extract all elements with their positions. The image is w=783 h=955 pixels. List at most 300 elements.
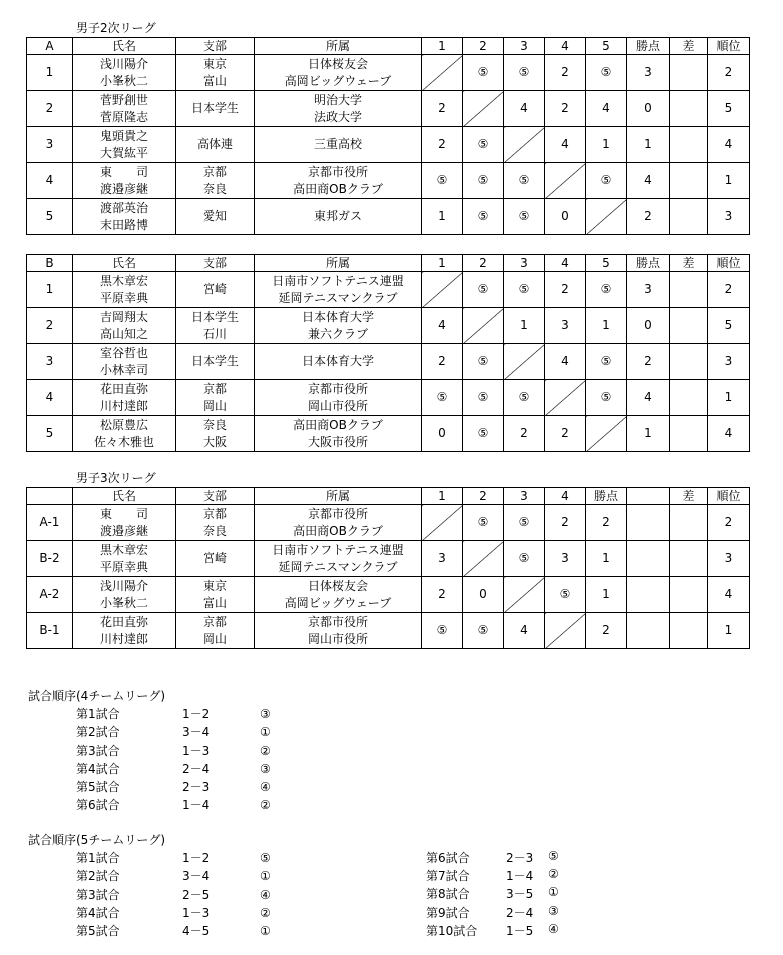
player-name-1: 鬼頭貴之 xyxy=(99,128,148,143)
player-name-1: 松原豊広 xyxy=(99,417,148,432)
match-label: 第3試合 xyxy=(76,887,120,902)
table-row xyxy=(27,308,750,344)
branch-1: 奈良 xyxy=(202,417,227,432)
branch-1: 東京 xyxy=(202,56,227,71)
match-court: ④ xyxy=(260,779,271,794)
col-branch: 支部 xyxy=(176,38,255,55)
league2-group-b-table xyxy=(26,254,750,452)
match-pair: 2－3 xyxy=(506,851,534,865)
col-name: 氏名 xyxy=(73,255,176,272)
match-pair: 4－5 xyxy=(182,923,210,938)
match-pair: 1－4 xyxy=(182,798,210,813)
player-names xyxy=(73,380,176,416)
player-name-2: 菅原隆志 xyxy=(99,109,148,124)
table-row xyxy=(27,163,750,199)
player-name-1: 室谷哲也 xyxy=(99,345,148,360)
match-result: 4 xyxy=(545,127,586,163)
table-header-row xyxy=(27,488,750,505)
table-row xyxy=(27,380,750,416)
diagonal-cell xyxy=(463,91,504,127)
match-result: ⑤ xyxy=(545,577,586,613)
match-court: ① xyxy=(260,725,271,740)
match-label: 第8試合 xyxy=(426,887,470,902)
match-court: ② xyxy=(260,798,271,813)
match-court: ③ xyxy=(548,903,559,918)
player-name-2: 平原幸典 xyxy=(99,559,148,574)
rank: 4 xyxy=(708,577,750,613)
match-label: 第2試合 xyxy=(76,869,120,884)
branch xyxy=(176,505,255,541)
branch-1: 京都 xyxy=(202,381,227,396)
row-number: B-1 xyxy=(27,613,73,649)
branch xyxy=(176,163,255,199)
list-item xyxy=(28,760,271,778)
points: 3 xyxy=(627,272,670,308)
table-row xyxy=(27,91,750,127)
match-result: 0 xyxy=(422,416,463,452)
match-result: ⑤ xyxy=(463,380,504,416)
affiliation-1: 京都市役所 xyxy=(307,164,368,179)
diagonal-cell xyxy=(586,416,627,452)
affiliation xyxy=(255,380,422,416)
branch-1: 愛知 xyxy=(202,209,227,223)
player-names xyxy=(73,199,176,235)
table-row xyxy=(27,344,750,380)
match-label: 第10試合 xyxy=(426,923,478,938)
match-label: 第1試合 xyxy=(76,851,120,866)
match-result: ⑤ xyxy=(504,380,545,416)
row-number: 1 xyxy=(27,272,73,308)
col-match-2: 2 xyxy=(463,38,504,55)
match-court: ④ xyxy=(260,887,271,902)
blank-cell xyxy=(627,505,670,541)
branch xyxy=(176,380,255,416)
player-name-2: 佐々木雅也 xyxy=(93,434,154,449)
match-result: ⑤ xyxy=(586,344,627,380)
match-result: 0 xyxy=(545,199,586,235)
branch xyxy=(176,344,255,380)
match-result: 4 xyxy=(504,613,545,649)
player-name-1: 吉岡翔太 xyxy=(99,309,148,324)
branch xyxy=(176,308,255,344)
match-result: ⑤ xyxy=(422,613,463,649)
affiliation xyxy=(255,613,422,649)
player-name-2: 小峯秋二 xyxy=(99,595,148,610)
points: 1 xyxy=(627,127,670,163)
points: 2 xyxy=(586,505,627,541)
col-points: 勝点 xyxy=(627,38,670,55)
branch-2: 大阪 xyxy=(202,434,227,449)
match-result: ⑤ xyxy=(463,163,504,199)
diagonal-cell xyxy=(545,613,586,649)
affiliation xyxy=(255,344,422,380)
affiliation-2: 延岡テニスマンクラブ xyxy=(278,559,398,574)
affiliation-2: 法政大学 xyxy=(313,109,362,124)
match-result: 2 xyxy=(545,91,586,127)
row-number: 2 xyxy=(27,91,73,127)
branch-2: 奈良 xyxy=(202,181,227,196)
rank: 3 xyxy=(708,199,750,235)
match-result: 3 xyxy=(422,541,463,577)
affiliation-1: 京都市役所 xyxy=(307,614,368,629)
branch-1: 京都 xyxy=(202,506,227,521)
match-result: 3 xyxy=(545,541,586,577)
diagonal-cell xyxy=(545,380,586,416)
points: 0 xyxy=(627,308,670,344)
match-result: ⑤ xyxy=(463,55,504,91)
match-result: ⑤ xyxy=(504,541,545,577)
col-affiliation: 所属 xyxy=(255,38,422,55)
affiliation-2: 大阪市役所 xyxy=(307,434,368,449)
match-label: 第6試合 xyxy=(426,851,470,865)
match-pair: 1－4 xyxy=(506,869,534,884)
affiliation-2: 兼六クラブ xyxy=(307,326,368,341)
rank: 4 xyxy=(708,416,750,452)
diff xyxy=(670,163,708,199)
points: 2 xyxy=(586,613,627,649)
match-result: 2 xyxy=(545,416,586,452)
affiliation-1: 日本体育大学 xyxy=(301,309,374,324)
player-name-2: 川村達郎 xyxy=(99,631,148,646)
diff xyxy=(670,541,708,577)
match-result: 2 xyxy=(545,505,586,541)
match-court: ① xyxy=(548,885,559,900)
group-label: B xyxy=(27,255,73,272)
points: 1 xyxy=(586,577,627,613)
col-affiliation: 所属 xyxy=(255,255,422,272)
match-court: ① xyxy=(260,923,271,938)
match-result: ⑤ xyxy=(463,344,504,380)
match-pair: 1－3 xyxy=(182,743,210,758)
col-diff: 差 xyxy=(670,38,708,55)
rank: 2 xyxy=(708,505,750,541)
match-result: 2 xyxy=(545,272,586,308)
match-result: 4 xyxy=(545,344,586,380)
rank: 4 xyxy=(708,127,750,163)
points: 3 xyxy=(627,55,670,91)
match-result: ⑤ xyxy=(463,272,504,308)
table-row xyxy=(27,55,750,91)
list-item xyxy=(28,705,271,723)
diagonal-cell xyxy=(504,577,545,613)
col-rank: 順位 xyxy=(708,38,750,55)
row-number: 5 xyxy=(27,416,73,452)
branch-2: 石川 xyxy=(202,326,227,341)
branch-1: 日本学生 xyxy=(190,309,239,324)
match-result: 0 xyxy=(463,577,504,613)
match-result: 1 xyxy=(504,308,545,344)
rank: 3 xyxy=(708,541,750,577)
match-result: ⑤ xyxy=(586,380,627,416)
match-result: ⑤ xyxy=(586,55,627,91)
affiliation xyxy=(255,272,422,308)
table-row xyxy=(27,199,750,235)
player-name-1: 渡部英治 xyxy=(99,200,148,215)
list-item xyxy=(426,867,626,885)
group-label: A xyxy=(27,38,73,55)
match-result: 3 xyxy=(545,308,586,344)
match-court: ② xyxy=(260,905,271,920)
match-result: ⑤ xyxy=(586,163,627,199)
player-names xyxy=(73,55,176,91)
list-item xyxy=(28,742,271,760)
col-match-4: 4 xyxy=(545,38,586,55)
list-item xyxy=(426,922,626,940)
diff xyxy=(670,91,708,127)
list-item xyxy=(426,849,626,867)
col-match-2: 2 xyxy=(463,255,504,272)
col-points: 勝点 xyxy=(586,488,627,505)
list-item xyxy=(28,867,271,885)
player-name-1: 黒木章宏 xyxy=(99,273,148,288)
player-names xyxy=(73,127,176,163)
diff xyxy=(670,505,708,541)
affiliation-1: 日体桜友会 xyxy=(307,578,368,593)
match-court: ④ xyxy=(548,921,559,936)
match-result: 4 xyxy=(422,308,463,344)
branch-2: 富山 xyxy=(202,595,227,610)
player-name-2: 末田路博 xyxy=(99,217,148,232)
match-pair: 2－5 xyxy=(182,887,210,902)
match-order-4-list xyxy=(28,705,271,814)
match-result: 2 xyxy=(422,577,463,613)
affiliation xyxy=(255,505,422,541)
match-result: 1 xyxy=(422,199,463,235)
blank-cell xyxy=(627,541,670,577)
diagonal-cell xyxy=(422,272,463,308)
points: 1 xyxy=(627,416,670,452)
row-number: 2 xyxy=(27,308,73,344)
player-names xyxy=(73,272,176,308)
player-name-2: 小峯秋二 xyxy=(99,73,148,88)
match-result: ⑤ xyxy=(504,55,545,91)
branch-2: 奈良 xyxy=(202,523,227,538)
affiliation xyxy=(255,577,422,613)
col-match-3: 3 xyxy=(504,488,545,505)
row-number: 3 xyxy=(27,127,73,163)
col-points: 勝点 xyxy=(627,255,670,272)
player-name-2: 平原幸典 xyxy=(99,290,148,305)
match-pair: 3－4 xyxy=(182,725,210,740)
branch-1: 宮崎 xyxy=(202,551,227,565)
diff xyxy=(670,416,708,452)
match-order-5 xyxy=(28,831,271,940)
diff xyxy=(670,308,708,344)
points: 4 xyxy=(627,380,670,416)
match-label: 第9試合 xyxy=(426,905,470,920)
branch-1: 日本学生 xyxy=(190,101,239,115)
table-row xyxy=(27,613,750,649)
player-names xyxy=(73,577,176,613)
col-diff: 差 xyxy=(670,488,708,505)
match-result: ⑤ xyxy=(463,199,504,235)
affiliation xyxy=(255,55,422,91)
branch-2: 岡山 xyxy=(202,631,227,646)
diagonal-cell xyxy=(586,199,627,235)
branch xyxy=(176,577,255,613)
match-result: ⑤ xyxy=(504,505,545,541)
col-match-5: 5 xyxy=(586,255,627,272)
match-label: 第6試合 xyxy=(76,798,120,813)
match-result: 4 xyxy=(586,91,627,127)
row-number: 1 xyxy=(27,55,73,91)
table-row xyxy=(27,272,750,308)
affiliation-1: 京都市役所 xyxy=(307,506,368,521)
match-order-5-title: 試合順序(5チームリーグ) xyxy=(28,833,165,847)
player-name-1: 菅野創世 xyxy=(99,92,148,107)
list-item xyxy=(426,885,626,903)
diff xyxy=(670,199,708,235)
row-number: 4 xyxy=(27,380,73,416)
match-court: ③ xyxy=(260,761,271,776)
affiliation xyxy=(255,541,422,577)
branch xyxy=(176,613,255,649)
affiliation-2: 高岡ビッグウェーブ xyxy=(284,595,392,610)
affiliation-1: 京都市役所 xyxy=(307,381,368,396)
match-result: ⑤ xyxy=(463,505,504,541)
match-label: 第5試合 xyxy=(76,923,120,938)
diagonal-cell xyxy=(422,55,463,91)
diff xyxy=(670,380,708,416)
col-branch: 支部 xyxy=(176,255,255,272)
affiliation-1: 日南市ソフトテニス連盟 xyxy=(272,273,404,288)
col-rank: 順位 xyxy=(708,255,750,272)
match-label: 第7試合 xyxy=(426,869,470,884)
match-result: 1 xyxy=(586,308,627,344)
list-item xyxy=(28,796,271,814)
affiliation-1: 東邦ガス xyxy=(313,209,362,223)
match-court: ① xyxy=(260,869,271,884)
branch xyxy=(176,91,255,127)
player-name-1: 花田直弥 xyxy=(99,381,148,396)
col-match-5: 5 xyxy=(586,38,627,55)
match-result: ⑤ xyxy=(463,416,504,452)
col-match-4: 4 xyxy=(545,255,586,272)
player-name-2: 川村達郎 xyxy=(99,398,148,413)
affiliation-1: 日体桜友会 xyxy=(307,56,368,71)
match-result: 2 xyxy=(504,416,545,452)
player-name-1: 東 司 xyxy=(99,506,148,521)
player-name-1: 花田直弥 xyxy=(99,614,148,629)
branch-2: 岡山 xyxy=(202,398,227,413)
match-result: ⑤ xyxy=(463,127,504,163)
diagonal-cell xyxy=(463,308,504,344)
row-number: B-2 xyxy=(27,541,73,577)
table-header-row xyxy=(27,38,750,55)
diff xyxy=(670,613,708,649)
match-pair: 1－2 xyxy=(182,851,210,866)
points: 1 xyxy=(586,541,627,577)
col-match-2: 2 xyxy=(463,488,504,505)
branch-1: 日本学生 xyxy=(190,354,239,368)
branch xyxy=(176,416,255,452)
col-match-1: 1 xyxy=(422,488,463,505)
row-number: 4 xyxy=(27,163,73,199)
affiliation-1: 三重高校 xyxy=(313,137,362,151)
col-name: 氏名 xyxy=(73,488,176,505)
row-number: 5 xyxy=(27,199,73,235)
match-pair: 2－3 xyxy=(182,779,210,794)
match-result: 1 xyxy=(586,127,627,163)
diagonal-cell xyxy=(504,344,545,380)
match-result: ⑤ xyxy=(463,613,504,649)
row-number: A-1 xyxy=(27,505,73,541)
match-label: 第3試合 xyxy=(76,743,120,758)
branch xyxy=(176,199,255,235)
match-pair: 2－4 xyxy=(506,905,534,920)
match-order-4-title: 試合順序(4チームリーグ) xyxy=(28,689,165,703)
diagonal-cell xyxy=(545,163,586,199)
col-blank xyxy=(627,488,670,505)
rank: 5 xyxy=(708,308,750,344)
row-number: 3 xyxy=(27,344,73,380)
player-names xyxy=(73,308,176,344)
col-match-3: 3 xyxy=(504,255,545,272)
affiliation xyxy=(255,308,422,344)
diff xyxy=(670,577,708,613)
affiliation-2: 高田商OBクラブ xyxy=(293,523,383,538)
match-pair: 1－3 xyxy=(182,905,210,920)
match-pair: 3－4 xyxy=(182,869,210,884)
match-result: ⑤ xyxy=(504,163,545,199)
branch-1: 京都 xyxy=(202,164,227,179)
branch-1: 東京 xyxy=(202,578,227,593)
diff xyxy=(670,55,708,91)
player-name-2: 渡邉彦継 xyxy=(99,523,148,538)
row-number: A-2 xyxy=(27,577,73,613)
player-names xyxy=(73,91,176,127)
player-name-2: 小林幸司 xyxy=(99,362,148,377)
match-pair: 1－2 xyxy=(182,707,210,722)
diagonal-cell xyxy=(504,127,545,163)
col-id xyxy=(27,488,73,505)
rank: 2 xyxy=(708,55,750,91)
branch xyxy=(176,272,255,308)
list-item xyxy=(426,904,626,922)
col-match-1: 1 xyxy=(422,38,463,55)
diff xyxy=(670,344,708,380)
branch-2: 富山 xyxy=(202,73,227,88)
affiliation-1: 日本体育大学 xyxy=(301,354,374,368)
points: 2 xyxy=(627,344,670,380)
player-name-1: 東 司 xyxy=(99,164,148,179)
affiliation-2: 延岡テニスマンクラブ xyxy=(278,290,398,305)
branch xyxy=(176,541,255,577)
match-label: 第4試合 xyxy=(76,905,120,920)
rank: 3 xyxy=(708,344,750,380)
list-item xyxy=(28,778,271,796)
match-label: 第1試合 xyxy=(76,707,120,722)
match-court: ② xyxy=(260,743,271,758)
col-match-4: 4 xyxy=(545,488,586,505)
player-name-2: 高山知之 xyxy=(99,326,148,341)
match-court: ⑤ xyxy=(548,849,559,863)
match-result: ⑤ xyxy=(504,272,545,308)
match-court: ⑤ xyxy=(260,851,271,866)
points: 4 xyxy=(627,163,670,199)
match-pair: 1－5 xyxy=(506,923,534,938)
match-result: 2 xyxy=(422,127,463,163)
blank-cell xyxy=(627,577,670,613)
branch-1: 宮崎 xyxy=(202,282,227,296)
player-name-1: 黒木章宏 xyxy=(99,542,148,557)
col-branch: 支部 xyxy=(176,488,255,505)
match-result: 4 xyxy=(504,91,545,127)
player-names xyxy=(73,163,176,199)
table-row xyxy=(27,416,750,452)
affiliation-2: 高岡ビッグウェーブ xyxy=(284,73,392,88)
branch-1: 京都 xyxy=(202,614,227,629)
